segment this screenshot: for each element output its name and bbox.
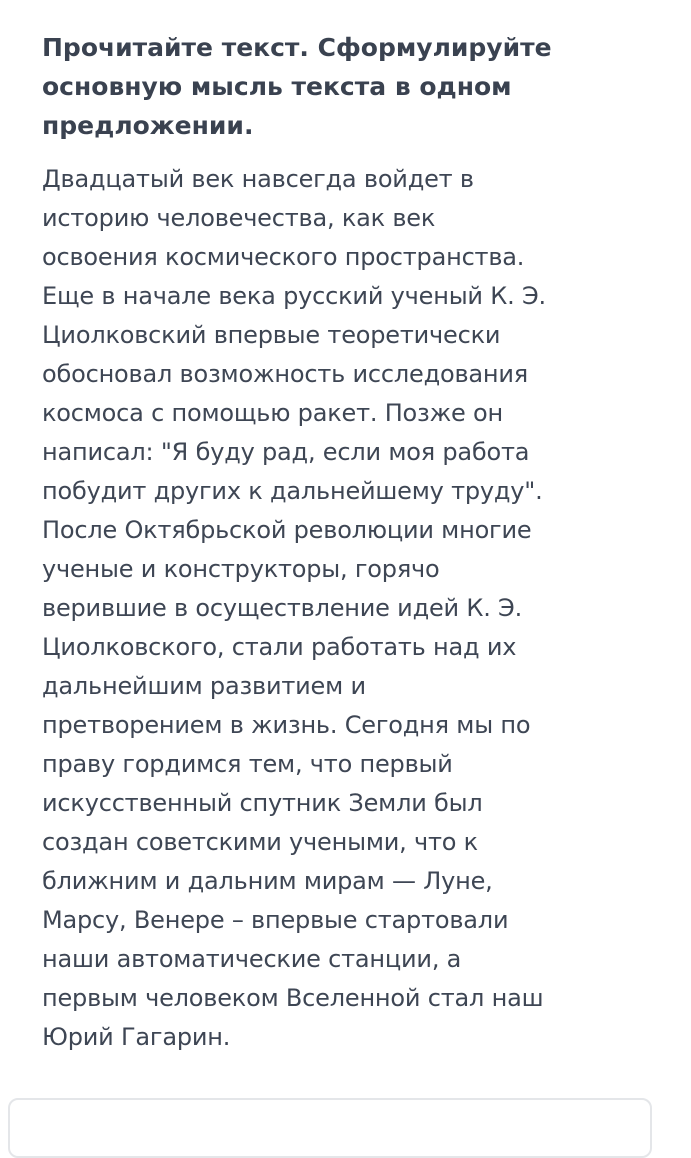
task-text-line: освоения космического пространства.: [42, 243, 525, 271]
task-text-line: историю человечества, как век: [42, 204, 436, 232]
task-text-line: наши автоматические станции, а: [42, 945, 462, 973]
task-text-line: ученые и конструкторы, горячо: [42, 555, 440, 583]
task-text-line: написал: "Я буду рад, если моя работа: [42, 438, 530, 466]
task-text-line: обосновал возможность исследования: [42, 360, 529, 388]
task-text-line: искусственный спутник Земли был: [42, 789, 483, 817]
task-text-line: Юрий Гагарин.: [42, 1023, 231, 1051]
task-text-line: претворением в жизнь. Сегодня мы по: [42, 711, 531, 739]
task-text-line: верившие в осуществление идей К. Э.: [42, 594, 523, 622]
task-text: [42, 160, 672, 1057]
task-text-line: ближним и дальним мирам — Луне,: [42, 867, 493, 895]
answer-input[interactable]: [8, 1098, 652, 1158]
task-text-line: праву гордимся тем, что первый: [42, 750, 453, 778]
task-text-line: Двадцатый век навсегда войдет в: [42, 165, 474, 193]
task-text-line: дальнейшим развитием и: [42, 672, 366, 700]
task-text-line: первым человеком Вселенной стал наш: [42, 984, 544, 1012]
task-text-line: Циолковского, стали работать над их: [42, 633, 517, 661]
task-text-line: создан советскими учеными, что к: [42, 828, 478, 856]
task-title: Прочитайте текст. Сформулируйте основную мысль текста в одном предложении.: [42, 33, 552, 140]
task-text-line: Циолковский впервые теоретически: [42, 321, 501, 349]
task-text-line: Еще в начале века русский ученый К. Э.: [42, 282, 546, 310]
task-text-line: После Октябрьской революции многие: [42, 516, 532, 544]
task-text-line: космоса с помощью ракет. Позже он: [42, 399, 503, 427]
task-text-line: побудит других к дальнейшему труду".: [42, 477, 543, 505]
task-text-line: Марсу, Венере – впервые стартовали: [42, 906, 509, 934]
